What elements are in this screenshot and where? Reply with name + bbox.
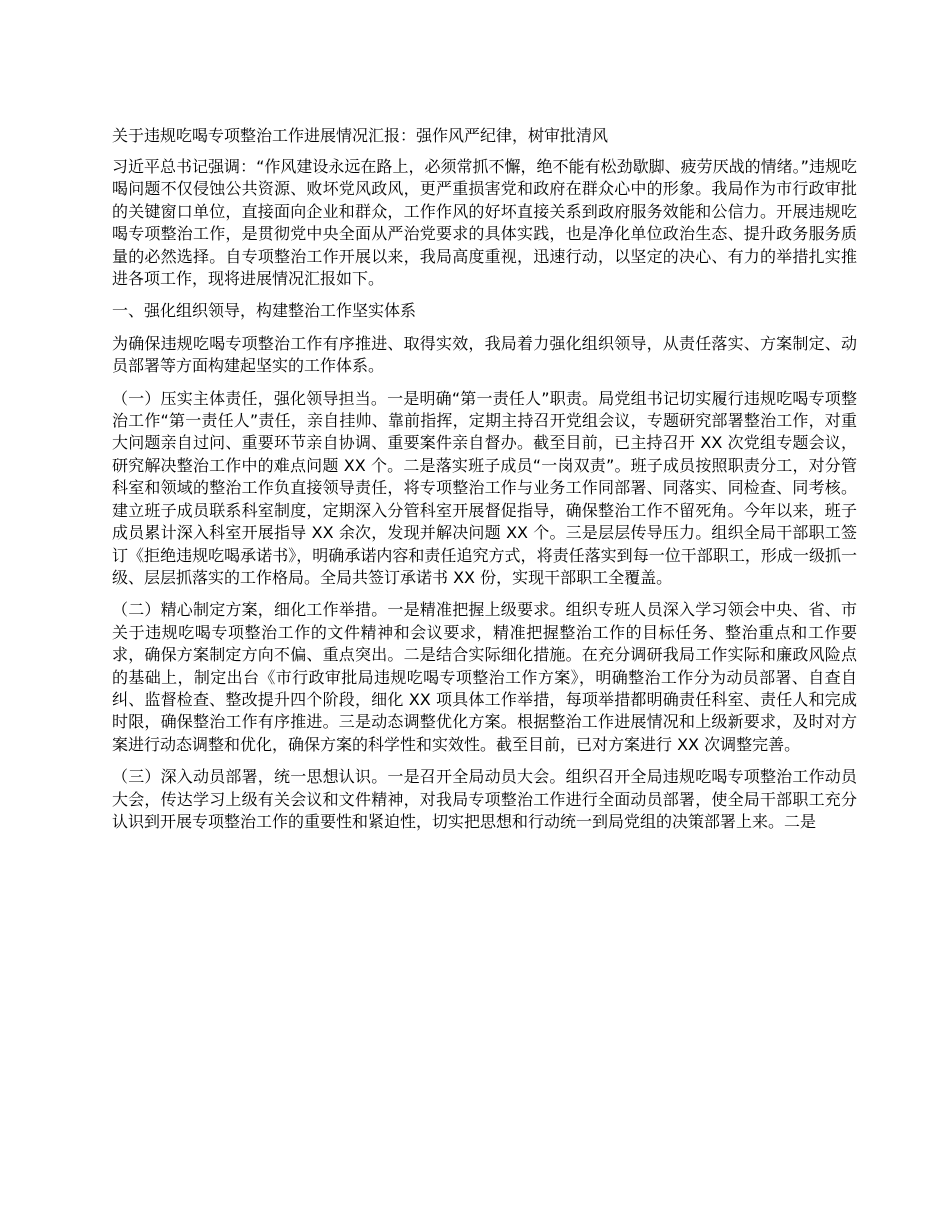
section-heading: 一、强化组织领导，构建整治工作坚实体系	[112, 301, 417, 321]
body-paragraph-3: （三）深入动员部署，统一思想认识。一是召开全局动员大会。组织召开全局违规吃喝专项整治工作动员大会，传达学习上级有关会议和文件精神，对我局专项整治工作进行全面动员部署，使全局干部职工充分认识到开展专项整治工作的重要性和紧迫性，切实把思想和行动统一到局党组的决策部署上来。二是	[112, 767, 857, 831]
body-paragraph-2: （二）精心制定方案，细化工作举措。一是精准把握上级要求。组织专班人员深入学习领会中央、省、市关于违规吃喝专项整治工作的文件精神和会议要求，精准把握整治工作的目标任务、整治重点和工作要求，确保方案制定方向不偏、重点突出。二是结合实际细化措施。在充分调研我局工作实际和廉政风险点的基础上，制定出台《市行政审批局违规吃喝专项整治工作方案》，明确整治工作分为动员部署、自查自纠、监督检查、整改提升四个阶段，细化 XX 项具体工作举措，每项举措都明确责任科室、责任人和完成时限，确保整治工作有序推进。三是动态调整优化方案。根据整治工作进展情况和上级新要求，及时对方案进行动态调整和优化，确保方案的科学性和实效性。截至目前，已对方案进行 XX 次调整完善。	[112, 600, 857, 754]
document-title: 关于违规吃喝专项整治工作进展情况汇报：强作风严纪律，树审批清风	[112, 126, 609, 145]
section-intro-paragraph: 为确保违规吃喝专项整治工作有序推进、取得实效，我局着力强化组织领导，从责任落实、方案制定、动员部署等方面构建起坚实的工作体系。	[112, 333, 857, 376]
document-page	[112, 124, 857, 843]
body-paragraph-1: （一）压实主体责任，强化领导担当。一是明确“第一责任人”职责。局党组书记切实履行违规吃喝专项整治工作“第一责任人”责任，亲自挂帅、靠前指挥，定期主持召开党组会议，专题研究部署整治工作，对重大问题亲自过问、重要环节亲自协调、重要案件亲自督办。截至目前，已主持召开 XX 次党组专题会议，研究解决整治工作中的难点问题 XX 个。二是落实班子成员“一岗双责”。班子成员按照职责分工，对分管科室和领域的整治工作负直接领导责任，将专项整治工作与业务工作同部署、同落实、同检查、同考核。建立班子成员联系科室制度，定期深入分管科室开展督促指导，确保整治工作不留死角。今年以来，班子成员累计深入科室开展指导 XX 余次，发现并解决问题 XX 个。三是层层传导压力。组织全局干部职工签订《拒绝违规吃喝承诺书》，明确承诺内容和责任追究方式，将责任落实到每一位干部职工，形成一级抓一级、层层抓落实的工作格局。全局共签订承诺书 XX 份，实现干部职工全覆盖。	[112, 388, 857, 587]
intro-paragraph: 习近平总书记强调：“作风建设永远在路上，必须常抓不懈，绝不能有松劲歇脚、疲劳厌战的情绪。”违规吃喝问题不仅侵蚀公共资源、败坏党风政风，更严重损害党和政府在群众心中的形象。我局作为市行政审批的关键窗口单位，直接面向企业和群众，工作作风的好坏直接关系到政府服务效能和公信力。开展违规吃喝专项整治工作，是贯彻党中央全面从严治党要求的具体实践，也是净化单位政治生态、提升政务服务质量的必然选择。自专项整治工作开展以来，我局高度重视，迅速行动，以坚定的决心、有力的举措扎实推进各项工作，现将进展情况汇报如下。	[112, 157, 857, 289]
